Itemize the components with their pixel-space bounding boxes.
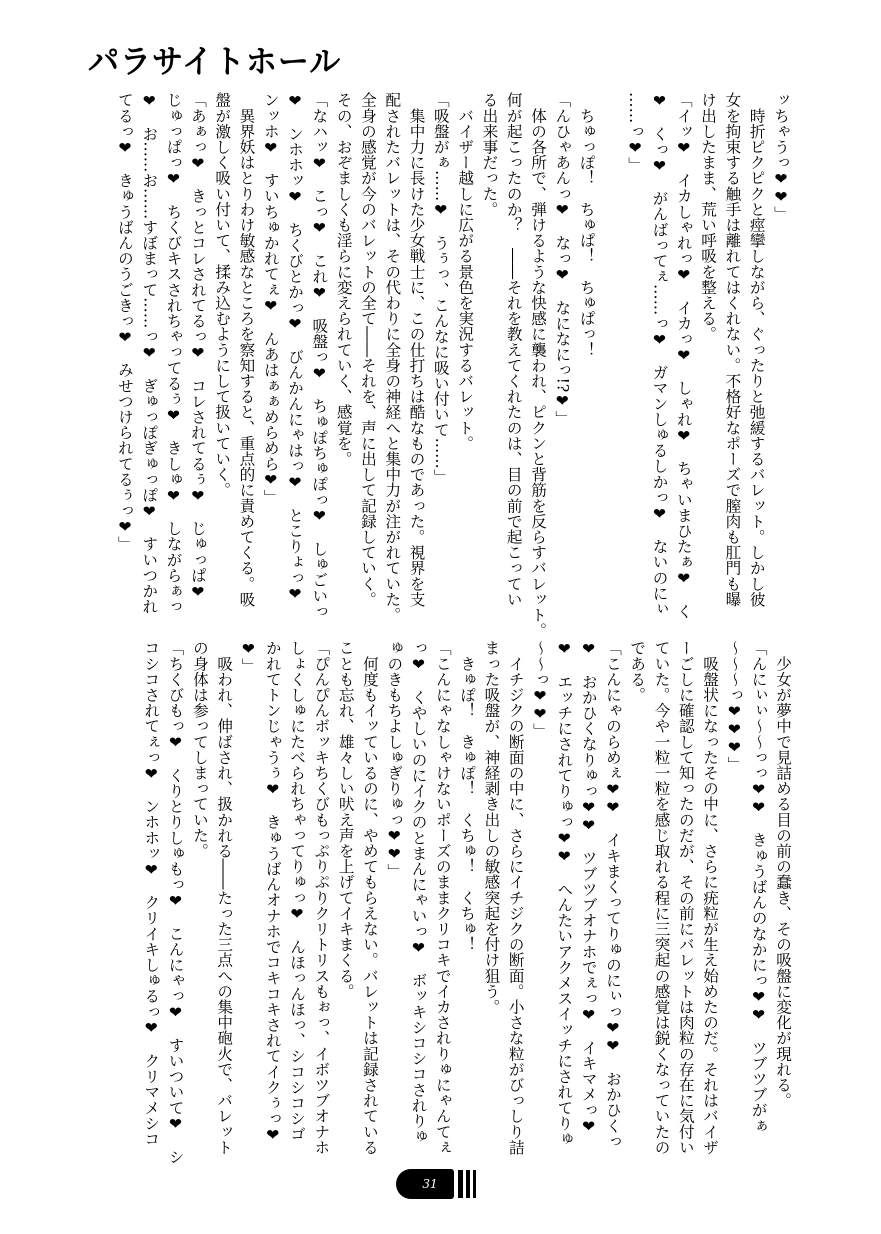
- text-line: 「あぁっ❤ きっとコレされてるっ❤ コレされてるぅ❤ じゅっぱ❤: [188, 92, 207, 601]
- text-line: イチジクの断面の中に、さらにイチジクの断面。小さな粒がびっしり詰: [506, 640, 525, 1155]
- text-line: まった吸盤が、神経剥き出しの敏感突起を付け狙う。: [482, 640, 501, 1015]
- text-line: る出来事だった。: [480, 92, 499, 217]
- text-line: 少女が夢中で見詰める目の前の蠢き、その吸盤に変化が現れる。: [774, 640, 792, 1108]
- text-line: かれてトンじゃうぅ❤ きゅうばんオナホでコキコキされてイクぅっ❤: [263, 640, 282, 1144]
- text-line: ことも忘れ、雄々しい吠え声を上げてイキまくる。: [336, 640, 355, 999]
- text-line: ❤ おかひくなりゅっ❤❤ ツブツブオナホでぇっ❤ イキマメっ❤: [579, 640, 598, 1136]
- text-line: 何が起こったのか？ ――それを教えてくれたのは、目の前で起こってい: [504, 92, 523, 607]
- text-line: コシコされてぇっ❤ ンホホッ❤ クリイキしゅるっ❤ クリマメシコ: [142, 640, 161, 1147]
- text-line: 集中力に長けた少女戦士に、この仕打ちは酷なものであった。視界を支: [407, 92, 426, 607]
- text-line: 吸盤状になったその中に、さらに疣粒が生え始めたのだ。それはバイザ: [701, 640, 720, 1155]
- text-line: 「こんにゃなしゃけないポーズのままクリコキでイカされりゅにゃんてぇ: [433, 640, 452, 1155]
- text-line: 「ちくびもっ❤ くりとりしゅもっ❤ こんにゃっ❤ すいついて❤ シ: [166, 640, 185, 1165]
- page-number-bar: [473, 1170, 476, 1198]
- text-line: の身体は参ってしまっていた。: [190, 640, 209, 859]
- text-line: 「吸盤がぁ……❤ うぅっ、こんなに吸い付いて……」: [431, 92, 450, 485]
- text-line: 女を拘束する触手は離れてはくれない。不格好なポーズで膣肉も肛門も曝: [723, 92, 742, 607]
- text-line: 異界妖はとりわけ敏感なところを察知すると、重点的に責めてくる。吸: [237, 92, 256, 607]
- text-line: ～～っ❤❤」: [531, 640, 550, 739]
- text-line: ❤ くっ❤ がんばってぇ……っ❤ ガマンしゅるしかっ❤ ないのにぃ: [650, 92, 669, 617]
- text-line: バイザー越しに広がる景色を実況するバレット。: [456, 92, 475, 451]
- page-number-bar: [466, 1170, 470, 1198]
- text-line: け出したまま、荒い呼吸を整える。: [699, 92, 718, 342]
- text-line: ーごしに確認して知ったのだが、その前にバレットは肉粒の存在に気付い: [676, 640, 695, 1155]
- text-line: きゅぽ！ きゅぽ！ くちゅ！ くちゅ！: [458, 640, 477, 952]
- text-line: 「んひゃあんっ❤ なっ❤ なになにっ!?❤」: [553, 92, 572, 426]
- text-line: 「ぴんぴんボッキちくびもっぷりぷりクリトリスもぉっ、イボツブオナホ: [312, 640, 331, 1155]
- text-line: その、おぞましくも淫らに変えられていく、感覚を。: [334, 92, 353, 467]
- text-line: 「んにぃぃ～～っっ❤❤ きゅうばんのなかにっ❤❤ ツブツブがぁ: [749, 640, 768, 1134]
- text-line: ンッホ❤ すいちゅかれてぇ❤ んあはぁぁめらめら❤」: [261, 92, 280, 505]
- text-line: である。: [628, 640, 647, 703]
- text-line: 「こんにゃのらめぇ❤❤ イキまくってりゅのにぃっ❤❤ おかひくっ: [603, 640, 622, 1149]
- text-line: ❤ ンホホッ❤ ちくびとかっ❤ びんかんにゃはっ❤ とこりょっ❤: [286, 92, 305, 604]
- text-line: 「イッ❤ イカしゃれっ❤ イカっ❤ しゃれ❤ ちゃいまひたぁ❤ く: [674, 92, 693, 619]
- text-line: 盤が激しく吸い付いて、揉み込むようにして扱いていく。: [213, 92, 232, 498]
- text-line: ちゅっぽ！ ちゅぱ！ ちゅぱっ！: [577, 92, 596, 358]
- page-number-bar: [458, 1170, 463, 1198]
- text-block-bottom: [139, 640, 795, 1165]
- page-number: 31: [422, 1177, 438, 1191]
- text-line: ❤ お……お……すぼまって……っ❤ ぎゅっぽぎゅっぽ❤ すいつかれ: [140, 92, 159, 614]
- page-number-badge: [396, 1169, 454, 1199]
- text-line: ……っ❤」: [626, 92, 645, 173]
- text-line: ❤ エッチにされてりゅっ❤❤ へんたいアクメスイッチにされてりゅ: [555, 640, 574, 1147]
- text-line: てるっ❤ きゅうばんのうごきっ❤ みせつけられてるぅっ❤」: [115, 92, 134, 552]
- series-title: パラサイトホール: [88, 43, 342, 82]
- text-line: ゅのきもちよしゅぎりゅっ❤❤」: [385, 640, 404, 879]
- text-line: 体の各所で、弾けるような快感に襲われ、ピクンと背筋を反らすバレット。: [529, 92, 548, 638]
- text-line: 全身の感覚が今のバレットの全て――それを、声に出して記録していく。: [358, 92, 377, 607]
- text-line: 何度もイッているのに、やめてもらえない。バレットは記録されている: [360, 640, 379, 1155]
- text-line: っ❤ くやしいのにイクのとまんにゃいっ❤ ボッキシコシコされりゅ: [409, 640, 428, 1144]
- text-line: 配されたバレットは、その代わりに全身の神経へと集中力が注がれていた。: [383, 92, 402, 623]
- text-line: ていた。今や一粒一粒を感じ取れる程に三突起の感覚は鋭くなっていたの: [652, 640, 671, 1155]
- text-line: ッちゃうっ❤❤」: [772, 92, 790, 222]
- text-line: 「なハッ❤ こっ❤ これ❤ 吸盤っ❤ ちゅぽちゅぽっ❤ しゅごいっ: [310, 92, 329, 619]
- text-line: しょくしゅにたべられちゃってりゅっ❤ んほっんほっ、シコシコシゴ: [288, 640, 307, 1142]
- text-line: じゅっぱっ❤ ちくびキスされちゃってるぅ❤ きしゅ❤ しながらぁっ: [164, 92, 183, 614]
- text-line: 吸われ、伸ばされ、扱かれる――たった三点への集中砲火で、バレット: [215, 640, 234, 1155]
- text-line: ❤」: [239, 640, 258, 674]
- text-line: [599, 92, 623, 589]
- text-block-top: [113, 92, 793, 638]
- text-line: 時折ピクピクと痙攣しながら、ぐったりと弛緩するバレット。しかし彼: [747, 92, 766, 607]
- text-line: ～～～っ❤❤❤」: [725, 640, 744, 772]
